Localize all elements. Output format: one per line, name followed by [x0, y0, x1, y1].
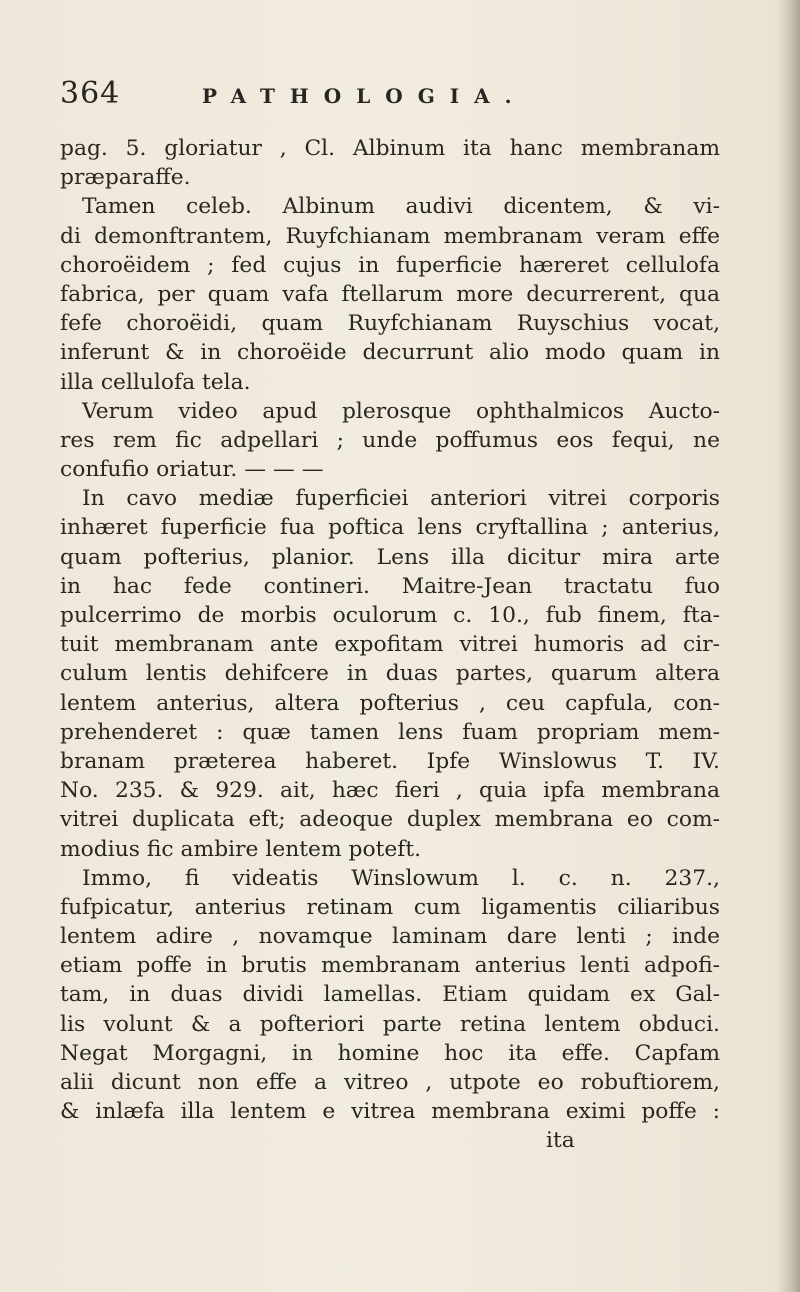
text-line: lis volunt & a pofteriori parte retina lentem obduci. [60, 1011, 720, 1037]
text-line: di demonftrantem, Ruyfchianam membranam veram effe [60, 223, 720, 249]
text-line: præparaffe. [60, 165, 191, 191]
text-line: & inlæfa illa lentem e vitrea membrana eximi poffe : [60, 1099, 720, 1125]
text-line: tam, in duas dividi lamellas. Etiam quidam ex Gal- [60, 982, 720, 1008]
text-line: res rem fic adpellari ; unde poffumus eos fequi, ne [60, 427, 720, 453]
text-line: prehenderet : quæ tamen lens fuam propriam mem- [60, 719, 720, 745]
body-text [60, 134, 720, 1156]
text-line: in hac fede contineri. Maitre-Jean tractatu fuo [60, 573, 720, 599]
text-line: vitrei duplicata eft; adeoque duplex membrana eo com- [60, 807, 720, 833]
text-line: modius fic ambire lentem poteft. [60, 836, 422, 862]
text-line: fufpicatur, anterius retinam cum ligamentis ciliaribus [60, 894, 720, 920]
page-number: 364 [60, 76, 121, 111]
text-line: inhæret fuperficie fua poftica lens cryftallina ; anterius, [60, 515, 720, 541]
text-line: illa cellulofa tela. [60, 369, 251, 395]
text-line: Verum video apud plerosque ophthalmicos Aucto- [82, 398, 720, 424]
page-header [60, 76, 720, 116]
text-line: Negat Morgagni, in homine hoc ita effe. Capfam [60, 1040, 720, 1066]
text-line: Immo, fi videatis Winslowum l. c. n. 237., [82, 865, 720, 891]
text-line: No. 235. & 929. ait, hæc fieri , quia ipfa membrana [60, 778, 720, 804]
text-line: In cavo mediæ fuperficiei anteriori vitrei corporis [82, 486, 720, 512]
text-line: fefe choroëidi, quam Ruyfchianam Ruyschius vocat, [60, 311, 720, 337]
text-line: choroëidem ; fed cujus in fuperficie hæreret cellulofa [60, 252, 720, 278]
text-line: tuit membranam ante expofitam vitrei humoris ad cir- [60, 632, 720, 658]
page-edge-shadow [778, 0, 800, 1292]
catchword: ita [546, 1128, 575, 1154]
text-line: pulcerrimo de morbis oculorum c. 10., fub finem, fta- [60, 603, 720, 628]
text-line: etiam poffe in brutis membranam anterius lenti adpofi- [60, 953, 720, 979]
text-line: inferunt & in choroëide decurrunt alio modo quam in [60, 340, 720, 366]
text-line: culum lentis dehifcere in duas partes, quarum altera [60, 661, 720, 687]
text-line: alii dicunt non effe a vitreo , utpote eo robuftiorem, [60, 1070, 720, 1095]
text-line: Tamen celeb. Albinum audivi dicentem, & vi- [82, 194, 720, 220]
text-line: lentem anterius, altera pofterius , ceu capfula, con- [60, 690, 720, 716]
text-line: confufio oriatur. — — — [60, 457, 324, 483]
text-line: fabrica, per quam vafa ftellarum more decurrerent, qua [60, 281, 720, 307]
text-line: branam præterea haberet. Ipfe Winslowus T. IV. [60, 748, 720, 774]
text-line: quam pofterius, planior. Lens illa dicitur mira arte [60, 544, 720, 570]
text-line: lentem adire , novamque laminam dare lenti ; inde [60, 924, 720, 950]
text-line: pag. 5. gloriatur , Cl. Albinum ita hanc membranam [60, 136, 720, 161]
running-title: PATHOLOGIA. [202, 84, 527, 108]
